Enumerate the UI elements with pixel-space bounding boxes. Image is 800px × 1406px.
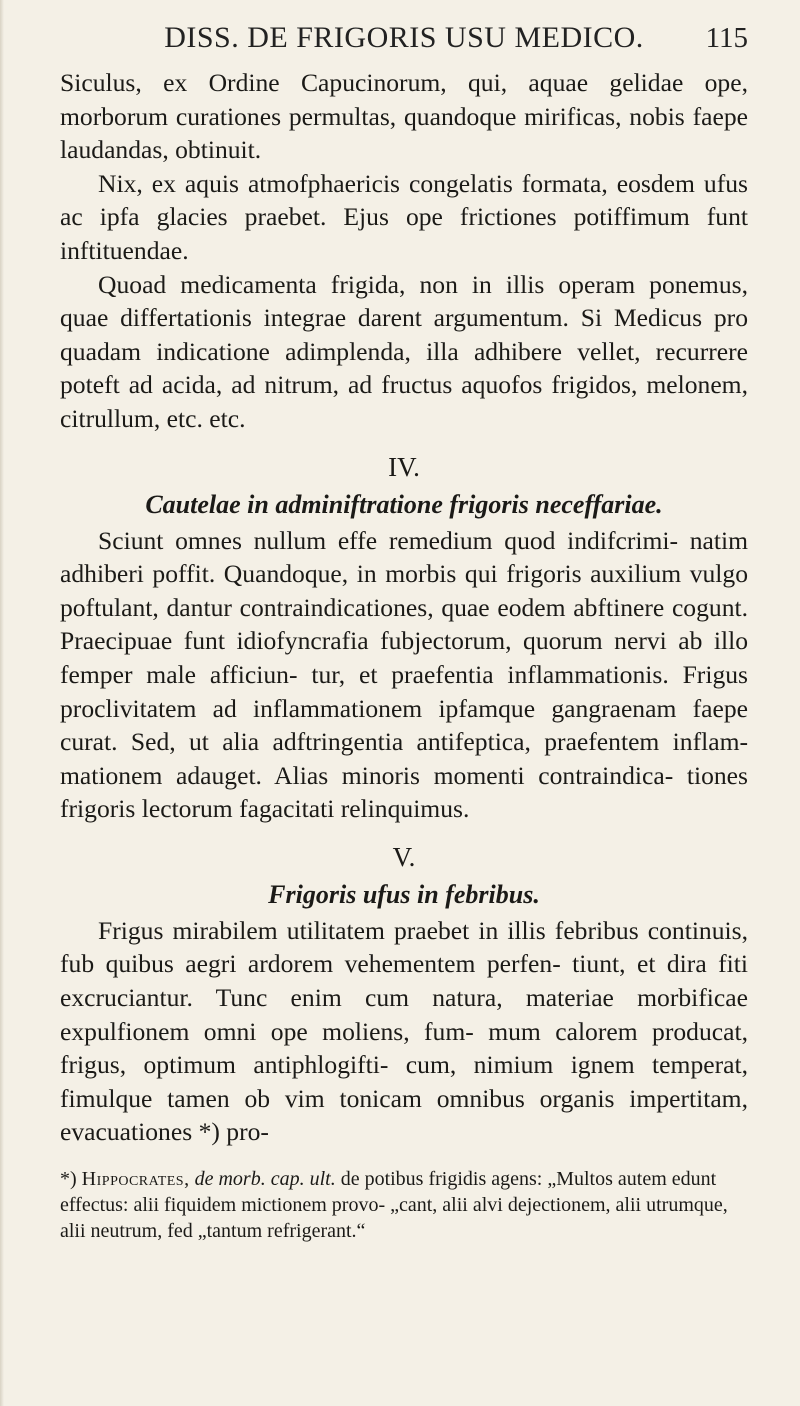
page-number: 115 [705,22,748,54]
paragraph-medicamenta: Quoad medicamenta frigida, non in illis operam ponemus, quae differtationis integrae darent argumentum. Si Medicus pro quadam indicatione adimplenda, illa adhibere vellet, recurrere poteft ad acida, ad nitrum, ad fructus aquofos frigidos, melonem, citrullum, etc. etc. [60,269,748,433]
paragraph-febribus: Frigus mirabilem utilitatem praebet in illis febribus continuis, fub quibus aegri ardorem vehementem perfen- tiunt, et dira fiti excruciantur. Tunc enim cum natura, materiae morbificae expulfionem omni ope moliens, fum- mum calorem producat, frigus, optimum antiphlogifti- cum, nimium ignem temperat, fimulque tamen ob vim tonicam omnibus organis impertitam, evacuationes *) pro- [60,915,748,1147]
footnote-separator [60,1159,300,1160]
footnote-author: Hippocrates, [81,1168,190,1191]
section-number-v: V. [392,841,416,872]
section-title-cautelae: Cautelae in adminiftratione frigoris neceffariae. [145,489,663,519]
paragraph-capucini: Siculus, ex Ordine Capucinorum, qui, aquae gelidae ope, morborum curationes permultas, quandoque mirificas, nobis faepe laudandas, obtinuit. [60,68,748,165]
page-header [60,10,748,66]
footnote-quote: de potibus frigidis agens: „Multos autem edunt effectus: alii fiquidem mictionem provo- „cant, alii alvi dejectionem, alii utrumque, alii neutrum, fed „tantum refrigerant.“ [60,1168,728,1243]
paragraph-nix: Nix, ex aquis atmofphaericis congelatis formata, eosdem ufus ac ipfa glacies praebet. Ejus ope frictiones potiffimum funt inftituendae. [60,168,748,265]
running-head: DISS. DE FRIGORIS USU MEDICO. [164,21,644,54]
footnote [60,1166,748,1244]
footnote-text [60,1166,748,1244]
section-number-iv: IV. [388,451,420,482]
footnote-marker: *) [60,1168,77,1191]
paragraph-cautelae: Sciunt omnes nullum effe remedium quod indifcrimi- natim adhiberi poffit. Quandoque, in morbis qui frigoris auxilium vulgo poftulant, dantur contraindicationes, quae eodem abftinere cogunt. Praecipuae funt idiofyncrafia fubjectorum, quorum nervi ab illo femper male afficiun- tur, et praefentia inflammationis. Frigus proclivitatem ad inflammationem ipfamque gangraenam faepe curat. Sed, ut alia adftringentia antifeptica, praefentem inflam- mationem adauget. Alias minoris momenti contraindica- tiones frigoris lectorum fagacitati relinquimus. [60,525,748,824]
footnote-source: de morb. cap. ult. [194,1168,336,1191]
section-title-febribus: Frigoris ufus in febribus. [268,879,540,909]
